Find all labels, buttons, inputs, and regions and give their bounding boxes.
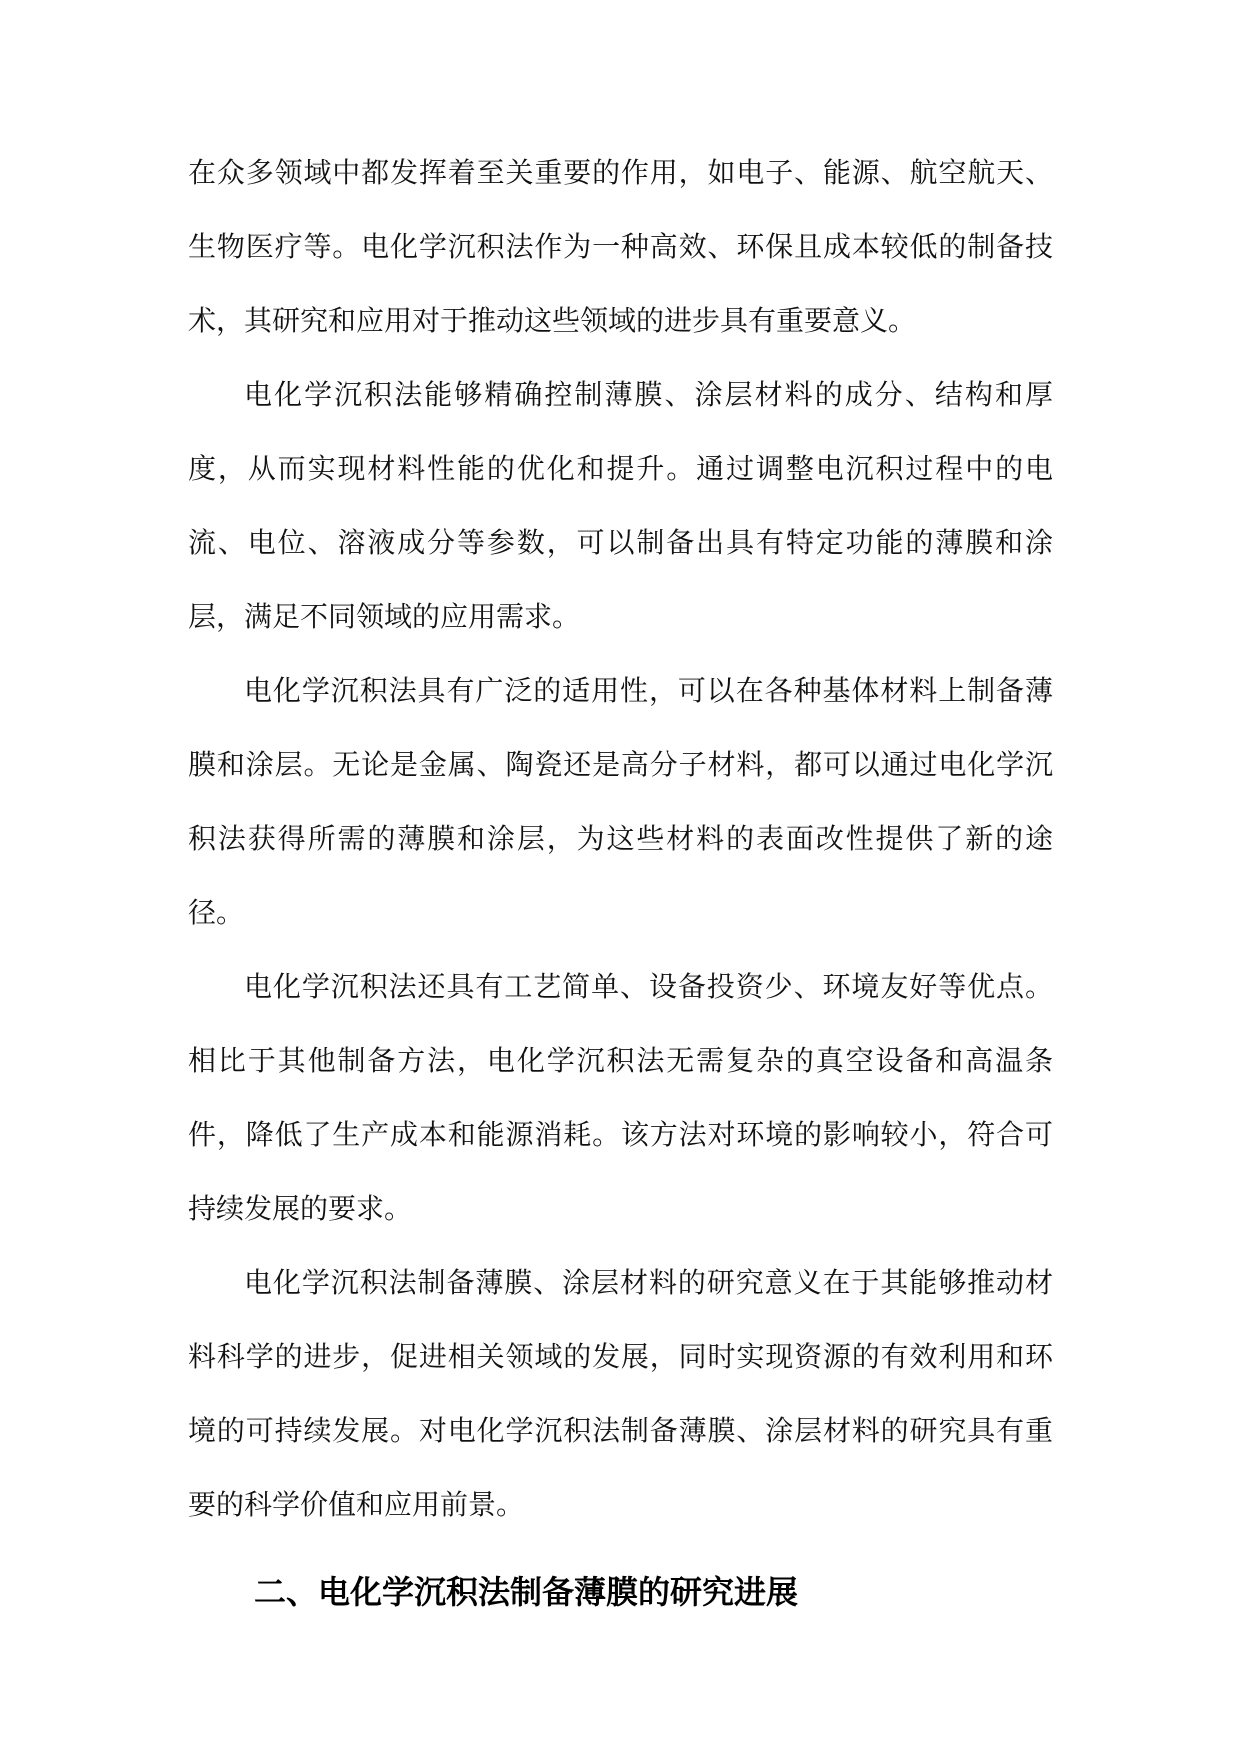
paragraph: 电化学沉积法具有广泛的适用性，可以在各种基体材料上制备薄膜和涂层。无论是金属、陶瓷还是高分子材料，都可以通过电化学沉积法获得所需的薄膜和涂层，为这些材料的表面改性提供了新的途径。: [188, 674, 1053, 929]
paragraph: 电化学沉积法制备薄膜、涂层材料的研究意义在于其能够推动材料科学的进步，促进相关领域的发展，同时实现资源的有效利用和环境的可持续发展。对电化学沉积法制备薄膜、涂层材料的研究具有重要的科学价值和应用前景。: [188, 1266, 1053, 1521]
section-heading: 二、电化学沉积法制备薄膜的研究进展: [254, 1573, 799, 1611]
paragraph: 电化学沉积法还具有工艺简单、设备投资少、环境友好等优点。相比于其他制备方法，电化学沉积法无需复杂的真空设备和高温条件，降低了生产成本和能源消耗。该方法对环境的影响较小，符合可持续发展的要求。: [188, 970, 1053, 1225]
paragraph: 电化学沉积法能够精确控制薄膜、涂层材料的成分、结构和厚度，从而实现材料性能的优化和提升。通过调整电沉积过程中的电流、电位、溶液成分等参数，可以制备出具有特定功能的薄膜和涂层，满足不同领域的应用需求。: [188, 378, 1053, 633]
paragraph-continued: 在众多领域中都发挥着至关重要的作用，如电子、能源、航空航天、生物医疗等。电化学沉积法作为一种高效、环保且成本较低的制备技术，其研究和应用对于推动这些领域的进步具有重要意义。: [188, 156, 1053, 337]
body-text: [188, 136, 1053, 1542]
